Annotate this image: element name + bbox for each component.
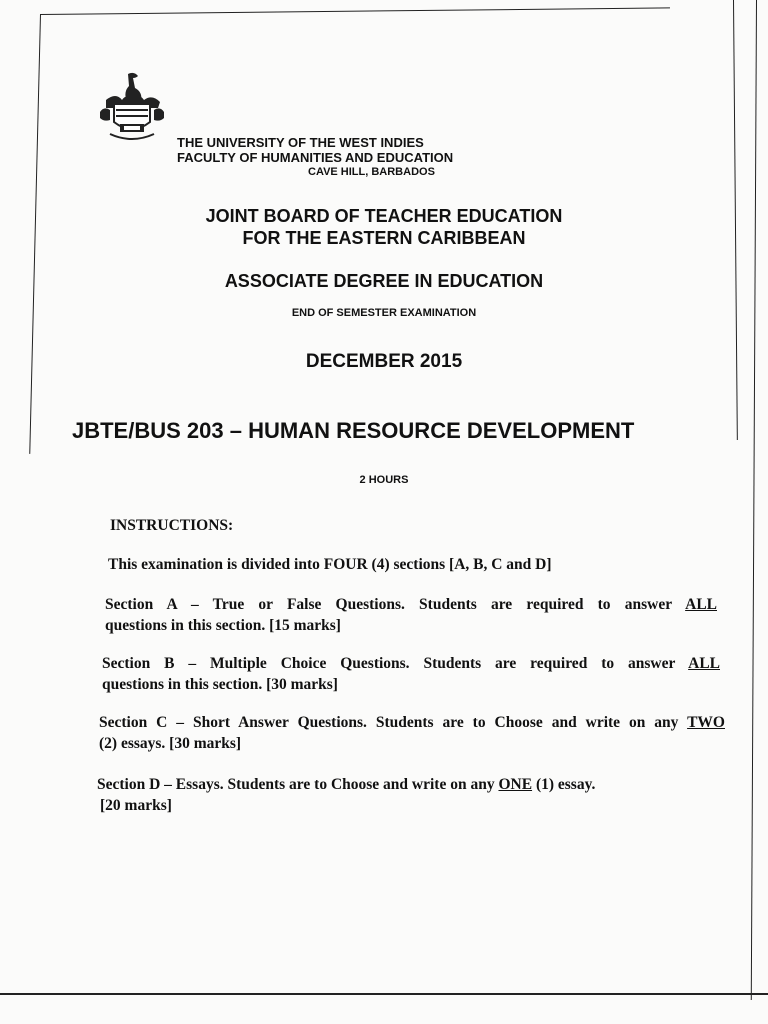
degree-title: ASSOCIATE DEGREE IN EDUCATION bbox=[224, 271, 544, 291]
section-b-text-line2: questions in this section. [30 marks] bbox=[102, 676, 338, 693]
section-d-text-line2: [20 marks] bbox=[100, 797, 172, 814]
section-c-text: Section C – Short Answer Questions. Students are to Choose and write on any bbox=[99, 714, 688, 731]
university-crest-icon bbox=[98, 70, 166, 142]
section-d-text: Section D – Essays. Students are to Choose and write on any bbox=[97, 776, 499, 793]
section-c-emphasis: TWO bbox=[687, 714, 725, 731]
faculty-name: FACULTY OF HUMANITIES AND EDUCATION bbox=[177, 150, 454, 165]
board-title-line2: FOR THE EASTERN CARIBBEAN bbox=[242, 228, 526, 248]
page-top-edge bbox=[40, 7, 670, 15]
section-b-text: Section B – Multiple Choice Questions. Students are required to answer bbox=[102, 655, 689, 672]
page-bottom-edge bbox=[0, 993, 768, 995]
section-a-text: Section A – True or False Questions. Students are required to answer bbox=[105, 596, 686, 613]
board-title-line1: JOINT BOARD OF TEACHER EDUCATION bbox=[205, 206, 563, 226]
section-a-emphasis: ALL bbox=[685, 596, 717, 613]
exam-duration: 2 HOURS bbox=[359, 474, 409, 486]
instructions-intro: This examination is divided into FOUR (4) sections [A, B, C and D] bbox=[108, 556, 552, 573]
exam-type: END OF SEMESTER EXAMINATION bbox=[291, 307, 477, 319]
course-title: JBTE/BUS 203 – HUMAN RESOURCE DEVELOPMENT bbox=[72, 418, 635, 443]
page-right-edge-outer bbox=[751, 0, 757, 1000]
section-b-emphasis: ALL bbox=[688, 655, 720, 672]
section-d-instruction bbox=[97, 774, 697, 816]
section-b-instruction bbox=[102, 653, 720, 695]
instructions-heading: INSTRUCTIONS: bbox=[110, 517, 234, 534]
section-d-text-post: (1) essay. bbox=[532, 776, 596, 793]
section-a-text-line2: questions in this section. [15 marks] bbox=[105, 617, 341, 634]
university-name: THE UNIVERSITY OF THE WEST INDIES bbox=[177, 135, 424, 150]
section-a-instruction bbox=[105, 594, 717, 636]
section-c-text-line2: (2) essays. [30 marks] bbox=[99, 735, 242, 752]
campus-name: CAVE HILL, BARBADOS bbox=[308, 166, 435, 178]
section-c-instruction bbox=[99, 712, 725, 754]
section-d-emphasis: ONE bbox=[498, 776, 533, 793]
exam-date: DECEMBER 2015 bbox=[305, 351, 463, 372]
